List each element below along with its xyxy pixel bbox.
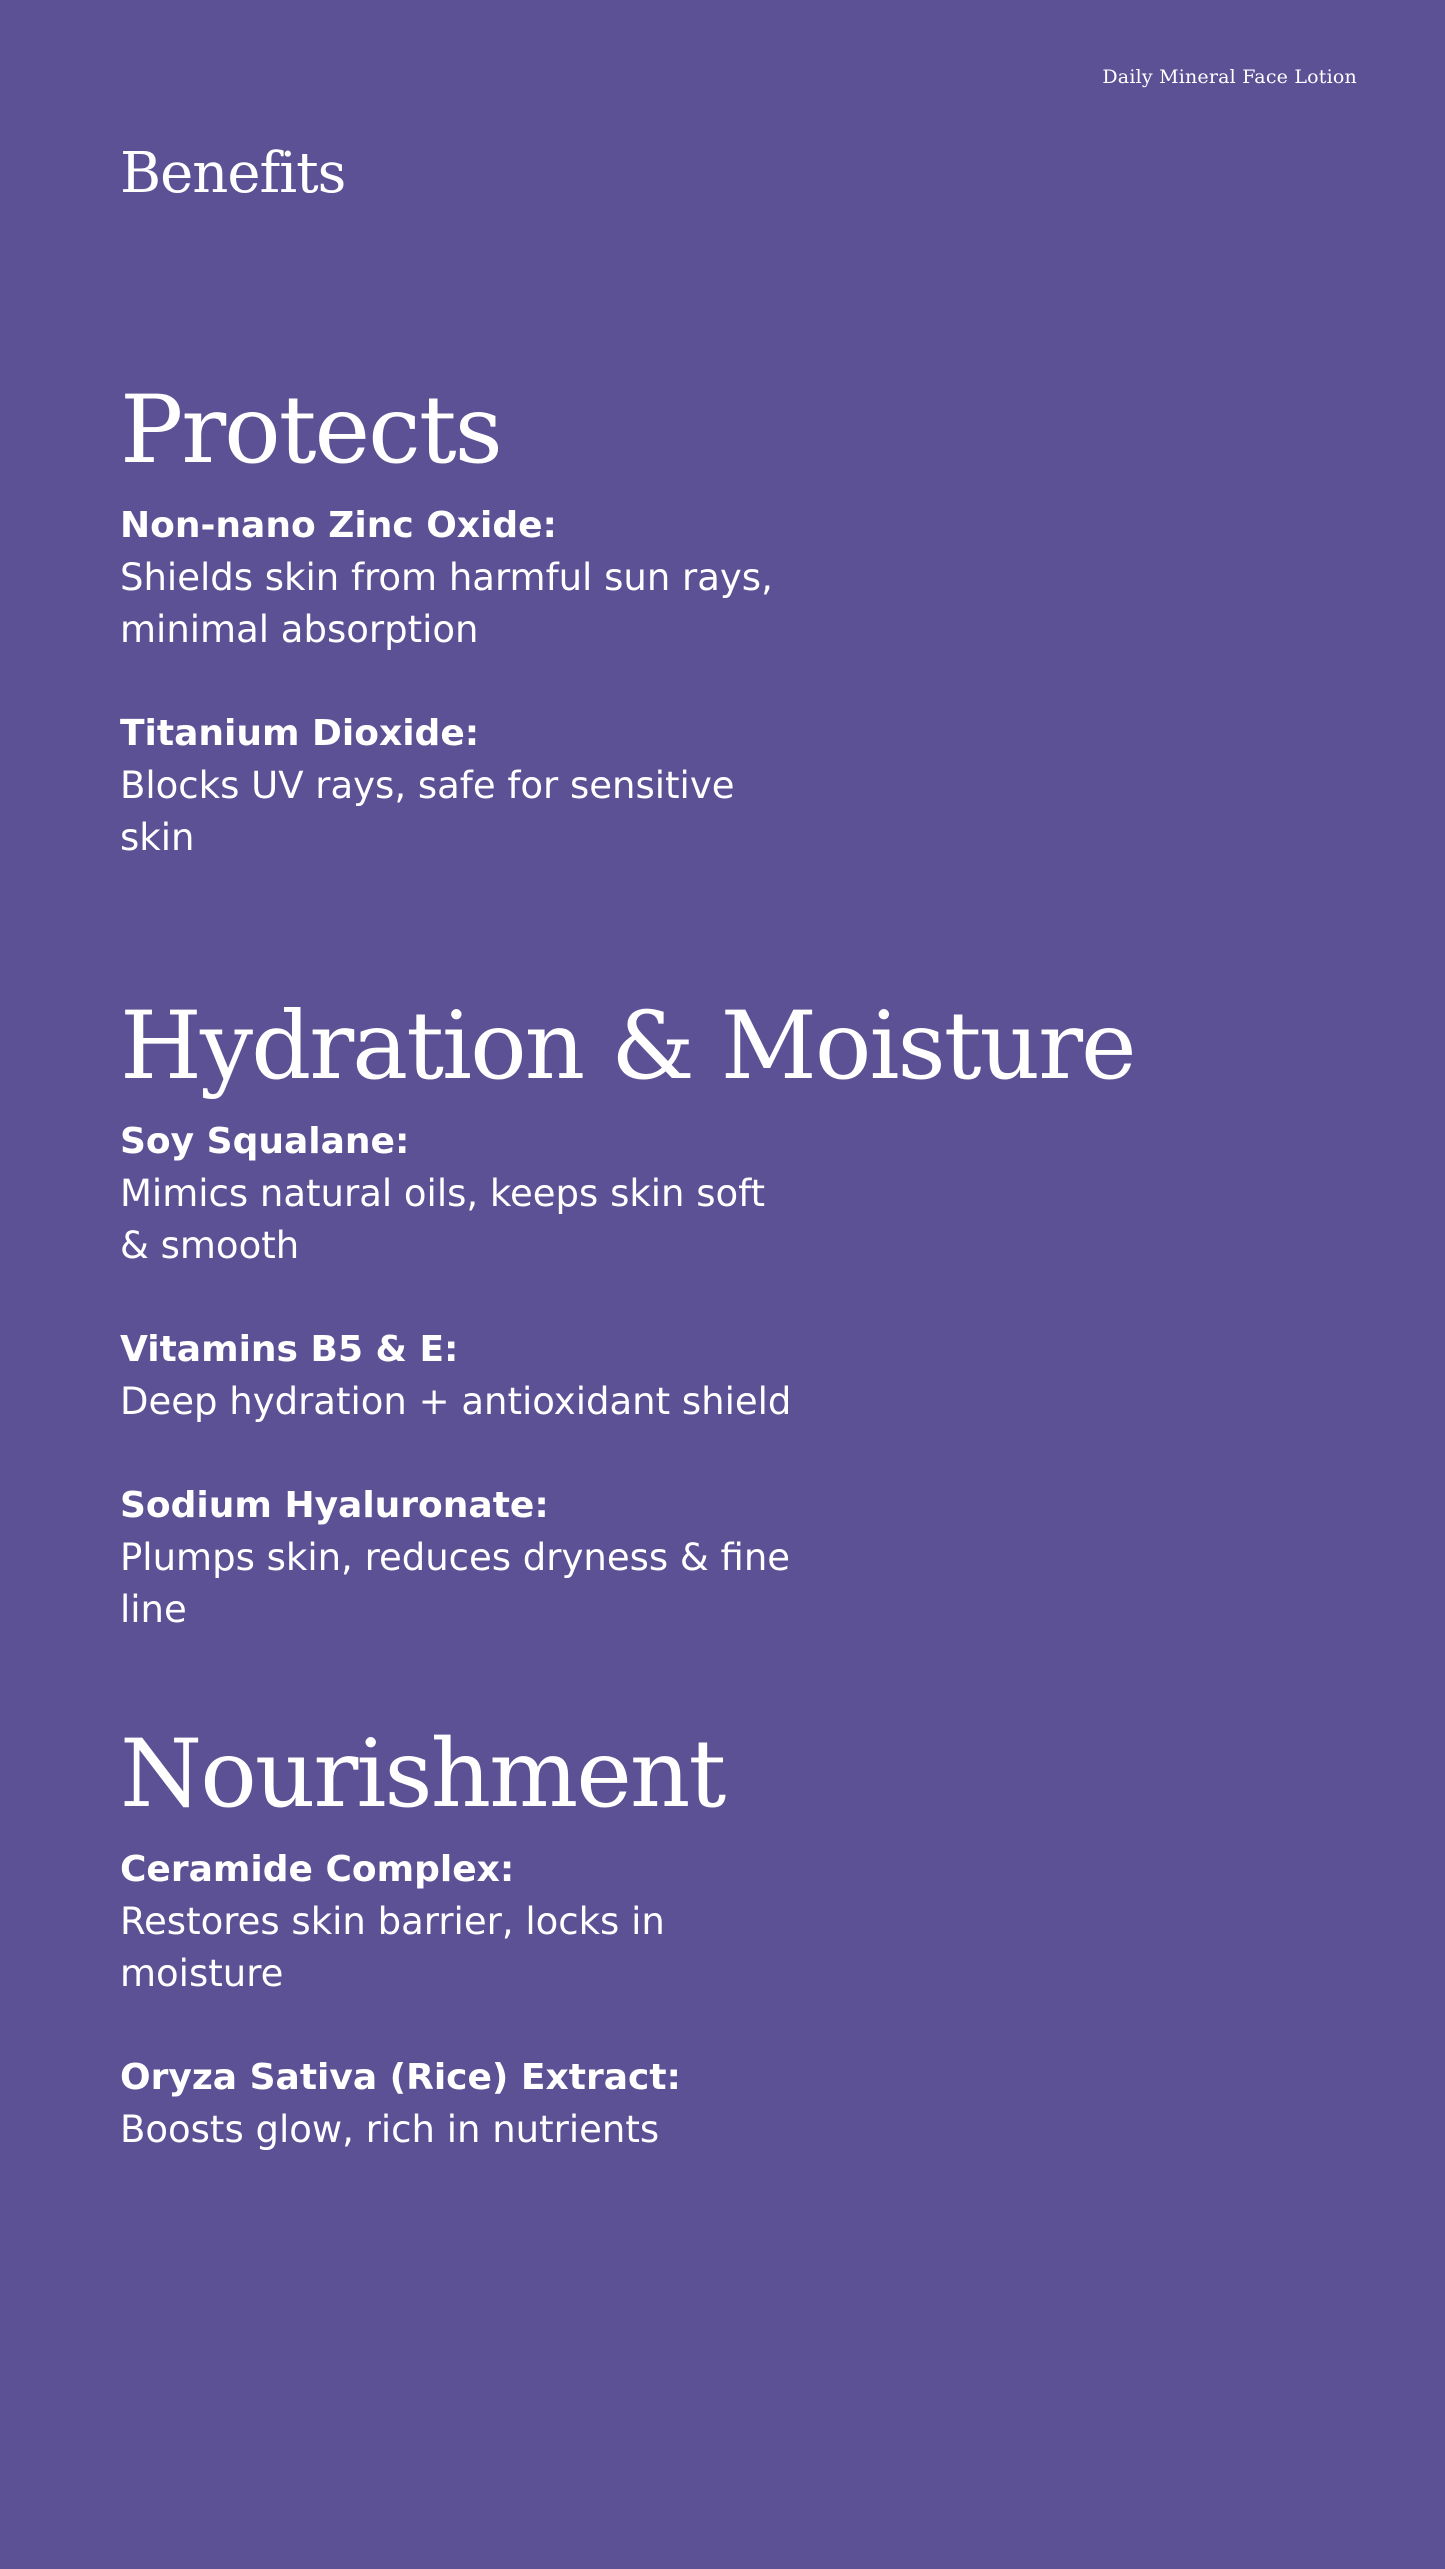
benefit-item xyxy=(120,2052,1320,2156)
ingredient-name: Ceramide Complex: xyxy=(120,1849,515,1890)
ingredient-name: Sodium Hyaluronate: xyxy=(120,1485,549,1526)
ingredient-description: Boosts glow, rich in nutrients xyxy=(120,2108,660,2151)
benefit-item xyxy=(120,1116,1320,1272)
section-title: Hydration & Moisture xyxy=(120,992,1135,1101)
ingredient-name: Soy Squalane: xyxy=(120,1121,410,1162)
ingredient-name: Titanium Dioxide: xyxy=(120,713,480,754)
ingredient-name: Oryza Sativa (Rice) Extract: xyxy=(120,2057,681,2098)
ingredient-name: Vitamins B5 & E: xyxy=(120,1329,459,1370)
ingredient-description: Restores skin barrier, locks in moisture xyxy=(120,1900,665,1995)
ingredient-name: Non-nano Zinc Oxide: xyxy=(120,505,557,546)
page-title: Benefits xyxy=(120,141,346,206)
section-protects xyxy=(120,376,1320,916)
benefit-item xyxy=(120,1480,1320,1636)
product-name: Daily Mineral Face Lotion xyxy=(1102,66,1357,88)
section-hydration-moisture xyxy=(120,992,1320,1688)
section-title: Nourishment xyxy=(120,1720,725,1829)
section-nourishment xyxy=(120,1720,1320,2208)
benefit-item xyxy=(120,1844,1320,2000)
benefit-item xyxy=(120,1324,1320,1428)
ingredient-description: Shields skin from harmful sun rays, minimal absorption xyxy=(120,556,773,651)
benefit-item xyxy=(120,500,1320,656)
ingredient-description: Plumps skin, reduces dryness & fine line xyxy=(120,1536,791,1631)
ingredient-description: Deep hydration + antioxidant shield xyxy=(120,1380,792,1423)
section-title: Protects xyxy=(120,376,501,485)
ingredient-description: Mimics natural oils, keeps skin soft & smooth xyxy=(120,1172,766,1267)
benefit-item xyxy=(120,708,1320,864)
ingredient-description: Blocks UV rays, safe for sensitive skin xyxy=(120,764,735,859)
